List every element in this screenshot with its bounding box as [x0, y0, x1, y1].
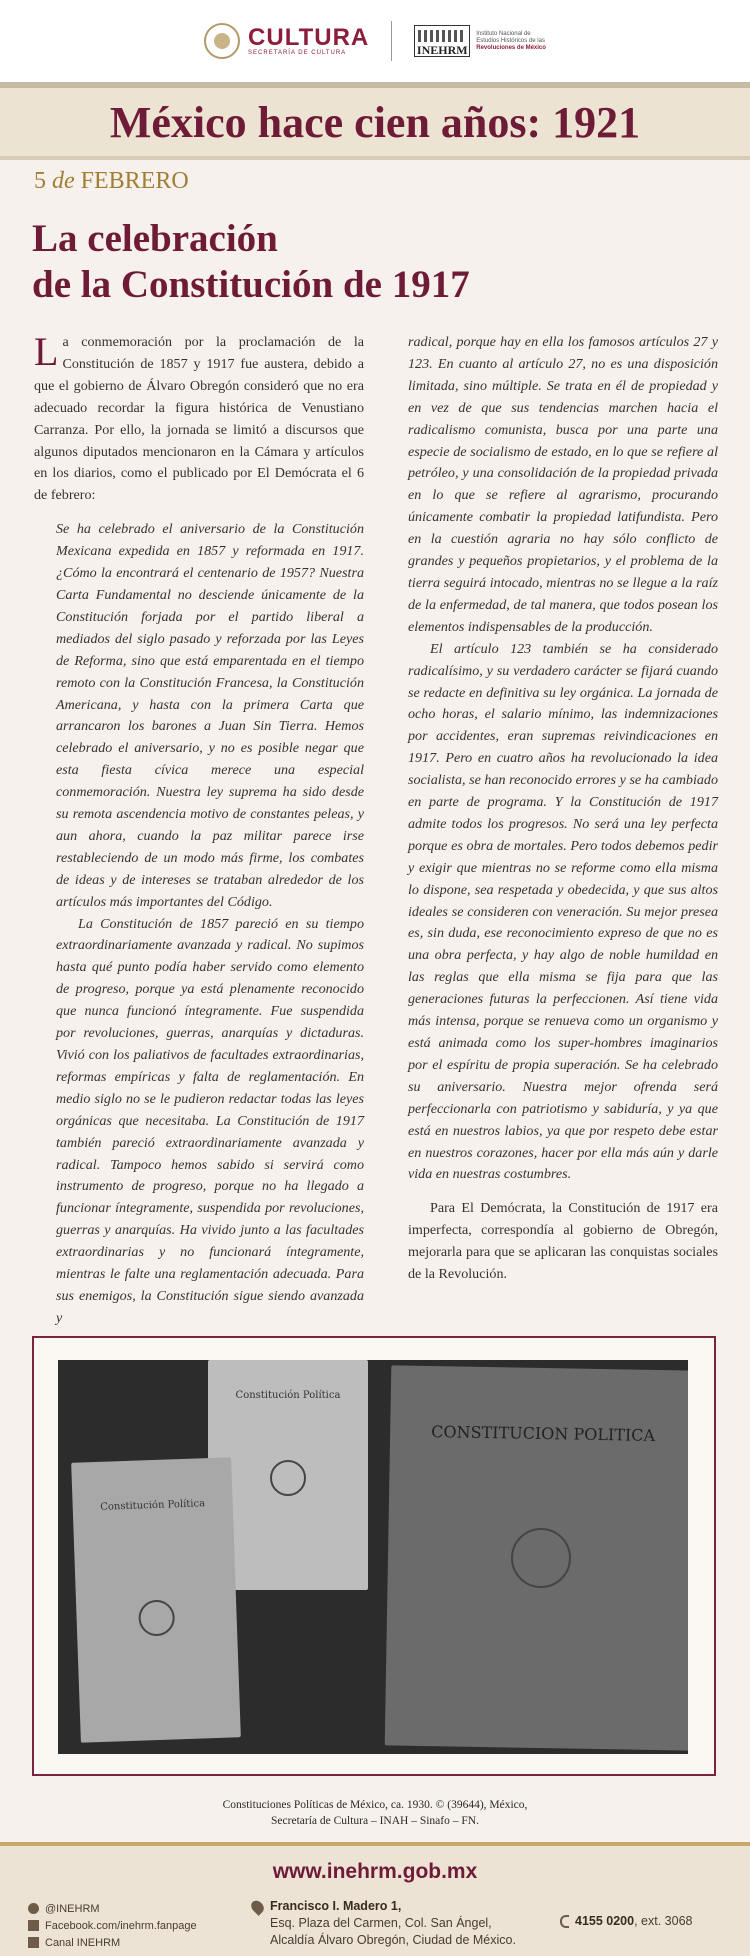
inehrm-desc-2: Estudios Históricos de las [476, 37, 545, 44]
seal-icon [204, 23, 240, 59]
phone-ext: , ext. 3068 [634, 1914, 693, 1928]
date-de: de [52, 168, 75, 194]
date [34, 168, 189, 195]
article-title-line-2: de la Constitución de 1917 [32, 263, 470, 306]
closing-paragraph: Para El Demócrata, la Constitución de 1917 era imperfecta, correspondía al gobierno de Obregón, mejorarla para que se aplicaran las conquistas sociales de la Revolución. [408, 1200, 718, 1283]
quote-paragraph-2: La Constitución de 1857 pareció en su tiempo extraordinariamente avanzada y radical. No supimos hasta qué punto podía haber servido como elemento de progreso, porque ya está plenamente reconocido que nunca funcionó íntegramente. Fue suspendida por revoluciones, guerras, anarquías y dictaduras. Vivió con los paliativos de facultades extraordinarias, reformas empíricas y falta de reglamentación. En medio siglo no se le pudieron redactar todas las leyes orgánicas que necesitaba. La Constitución de 1917 también pareció extraordinariamente avanzada y radical. Tampoco hemos sabido si servirá como instrumento de progreso, porque no ha llegado a funcionar íntegramente, suspendida por revoluciones, guerras y anarquías. Ha vivido junto a las facultades extraordinarias y no funcionará íntegramente, mientras le falte una reglamentación adecuada. Para sus enemigos, la Constitución sigue siendo avanzada y [56, 915, 364, 1326]
twitter-handle: @INEHRM [45, 1902, 100, 1915]
date-month: FEBRERO [80, 168, 189, 194]
youtube-link[interactable] [28, 1934, 197, 1951]
title-band [0, 82, 750, 160]
caption-line-2: Secretaría de Cultura – INAH – Sinafo – FN. [271, 1815, 479, 1827]
book-left [71, 1457, 241, 1742]
book-right [385, 1365, 688, 1750]
quote-paragraph-4: El artículo 123 también se ha considerado radicalísimo, y su verdadero carácter se fijará cuando se redacte en definitiva su ley orgánica. La jornada de ocho horas, el salario mínimo, las indemnizaciones por accidentes, eran supremas reivindicaciones en 1917. Pero en cuatro años ha revolucionado la idea socialista, se han reconocido errores y se ha cambiado en parte de programa. Y la Constitución de 1917 admite todos los progresos. No será una ley perfecta porque es obra de mortales. Pero todos debemos pedir y exigir que mientras no se reforme como ella misma lo dispone, sea respetada y obedecida, y que sus altos ideales se consideren con veneración. Su mejor presea es, sin duda, ese reconocimiento expreso de que no es una obra perfecta, y hay algo de noble humildad en las reglas que ella misma se fija para que las generaciones futuras la perfeccionen. Así tiene vida más intensa, porque se renueva como un organismo y está animada como los super-hombres imaginarios por el espíritu de propia superación. Se ha celebrado su aniversario. Nuestra mejor ofrenda será perfeccionarla con patriotismo y sabiduría, y ya que está en nuestros labios, ya que por respeto debe estar en nuestros corazones, hacer por ella más aún y darle vida en nuestras costumbres. [408, 640, 718, 1183]
book-left-title: Constitución Política [100, 1498, 206, 1513]
photo-caption [0, 1797, 750, 1829]
article-title-line-1: La celebración [32, 217, 278, 260]
date-day: 5 [34, 168, 46, 194]
inehrm-desc-3: Revoluciones de México [476, 44, 546, 51]
header [0, 0, 750, 82]
cultura-sub: SECRETARÍA DE CULTURA [248, 50, 347, 56]
address-line-2: Esq. Plaza del Carmen, Col. San Ángel, [270, 1916, 492, 1930]
facebook-url: Facebook.com/inehrm.fanpage [45, 1919, 197, 1932]
inehrm-logo[interactable] [414, 25, 546, 57]
address [252, 1898, 516, 1949]
quote-paragraph-1: Se ha celebrado el aniversario de la Constitución Mexicana expedida en 1857 y reformada en 1917. ¿Cómo la encontrará el centenario de 1957? Nuestra Carta Fundamental no desciende únicamente de la Constitución forjada por el partido liberal a mediados del siglo pasado y reforzada por las Leyes de Reforma, sino que está emparentada en el tiempo remoto con la Constitución Francesa, la Constitución Americana, y hasta con la primera Carta que arrancaron los barones a Juan Sin Tierra. Hemos celebrado el aniversario, y no es posible negar que esta fiesta cívica merece una especial conmemoración. Nuestra ley suprema ha sido desde su remota ascendencia motivo de constantes peleas, y aun ahora, cuando la paz militar parece irse restableciendo de un modo más firme, los combates de ideas y de intereses se trataban alrededor de los artículos más importantes del Código. [56, 521, 364, 910]
column-left [34, 329, 364, 1330]
location-pin-icon [249, 1898, 267, 1916]
phone[interactable] [560, 1914, 692, 1928]
constitution-books-photo [58, 1360, 688, 1754]
phone-number: 4155 0200 [575, 1914, 635, 1928]
address-line-1: Francisco I. Madero 1, [270, 1899, 402, 1913]
logo-divider [391, 21, 392, 61]
facebook-icon [28, 1920, 39, 1931]
twitter-link[interactable] [28, 1900, 197, 1917]
book-right-title: CONSTITUCION POLITICA [431, 1422, 656, 1445]
column-right [408, 332, 718, 1286]
caption-line-1: Constituciones Políticas de México, ca. 1930. © (39644), México, [222, 1799, 528, 1811]
building-icon [414, 25, 470, 57]
social-links [28, 1900, 197, 1951]
quote-paragraph-3: radical, porque hay en ella los famosos artículos 27 y 123. En cuanto al artículo 27, no es una disposición limitada, sino múltiple. Se trata en él de propiedad y en vez de que sus tendencias marchen hacia el radicalismo comunista, busca por una parte una especie de socialismo de estado, en lo que se refiere al petróleo, y una consolidación de la propiedad privada en lo que se refiere al agrarismo, procurando únicamente combatir la propiedad latifundista. Pero en la cuestión agraria no hay sólo conflicto de grandes y pequeños propietarios, y el problema de la tierra seguirá intocado, mientras no se llegue a la raíz de la enfermedad, de tal manera, que todos posean los elementos indispensables de la producción. [408, 334, 718, 635]
book-mid-title: Constitución Política [235, 1390, 341, 1401]
emblem-icon [270, 1460, 306, 1496]
phone-icon [560, 1915, 569, 1928]
page-title: México hace cien años: 1921 [109, 97, 641, 147]
intro-paragraph: La conmemoración por la proclamación de la Constitución de 1857 y 1917 fue austera, debido a que el gobierno de Álvaro Obregón consideró que no era adecuado recordar la figura histórica de Venustiano Carranza. Por ello, la jornada se limitó a discursos que algunos diputados mencionaron en la Cámara y artículos en los diarios, como el publicado por El Demócrata el 6 de febrero: [34, 329, 364, 504]
cultura-logo[interactable] [204, 23, 369, 59]
article-title [32, 216, 470, 308]
emblem-icon [510, 1527, 571, 1588]
youtube-icon [28, 1937, 39, 1948]
youtube-channel: Canal INEHRM [45, 1936, 121, 1949]
facebook-link[interactable] [28, 1917, 197, 1934]
address-line-3: Alcaldía Álvaro Obregón, Ciudad de México. [270, 1933, 516, 1947]
cultura-word: CULTURA [248, 24, 370, 51]
twitter-icon [28, 1903, 39, 1914]
footer [0, 1842, 750, 1956]
website-link[interactable]: www.inehrm.gob.mx [272, 1860, 478, 1883]
photo-frame [32, 1336, 716, 1776]
inehrm-desc-1: Instituto Nacional de [476, 30, 531, 37]
inehrm-word: INEHRM [416, 43, 468, 57]
emblem-icon [138, 1599, 175, 1636]
